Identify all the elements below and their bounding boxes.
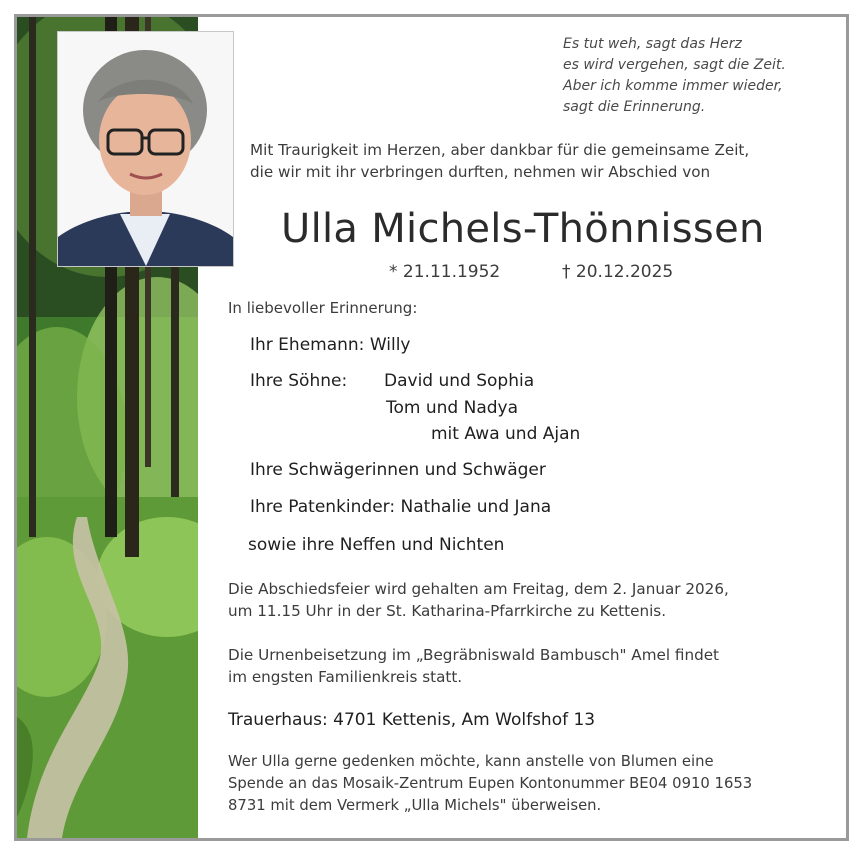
deceased-name: Ulla Michels-Thönnissen — [281, 206, 765, 252]
donation-line: Wer Ulla gerne gedenken möchte, kann anstelle von Blumen eine — [228, 753, 714, 770]
memory-heading: In liebevoller Erinnerung: — [228, 299, 418, 317]
death-date: † 20.12.2025 — [562, 262, 674, 282]
sons-line: David und Sophia — [384, 371, 535, 391]
in-laws: Ihre Schwägerinnen und Schwäger — [250, 460, 546, 480]
sons-line: mit Awa und Ajan — [431, 424, 581, 444]
donation-line: Spende an das Mosaik-Zentrum Eupen Kontonummer BE04 0910 1653 — [228, 775, 753, 792]
poem-line: sagt die Erinnerung. — [563, 99, 706, 115]
intro-line: die wir mit ihr verbringen durften, nehmen wir Abschied von — [250, 163, 711, 181]
urn-burial-text — [228, 644, 719, 688]
portrait-photo — [57, 31, 234, 267]
ceremony-line: Die Abschiedsfeier wird gehalten am Freitag, dem 2. Januar 2026, — [228, 580, 729, 598]
poem-line: es wird vergehen, sagt die Zeit. — [563, 57, 786, 73]
ceremony-line: um 11.15 Uhr in der St. Katharina-Pfarrkirche zu Kettenis. — [228, 602, 667, 620]
poem — [563, 34, 786, 118]
donation-line: 8731 mit dem Vermerk „Ulla Michels" überweisen. — [228, 797, 602, 814]
nephews-nieces: sowie ihre Neffen und Nichten — [248, 535, 505, 555]
poem-line: Aber ich komme immer wieder, — [563, 78, 783, 94]
urn-line: Die Urnenbeisetzung im „Begräbniswald Bambusch" Amel findet — [228, 646, 720, 664]
mourning-house: Trauerhaus: 4701 Kettenis, Am Wolfshof 13 — [228, 710, 596, 730]
sons-line: Tom und Nadya — [386, 398, 519, 418]
intro-line: Mit Traurigkeit im Herzen, aber dankbar für die gemeinsame Zeit, — [250, 141, 750, 159]
urn-line: im engsten Familienkreis statt. — [228, 668, 463, 686]
godchildren: Ihre Patenkinder: Nathalie und Jana — [250, 497, 552, 517]
donation-text — [228, 751, 752, 817]
birth-date: * 21.11.1952 — [389, 262, 501, 282]
husband: Ihr Ehemann: Willy — [250, 335, 411, 355]
ceremony-text — [228, 578, 729, 622]
poem-line: Es tut weh, sagt das Herz — [563, 36, 742, 52]
sons-label: Ihre Söhne: — [250, 371, 348, 391]
intro-text — [250, 139, 749, 183]
